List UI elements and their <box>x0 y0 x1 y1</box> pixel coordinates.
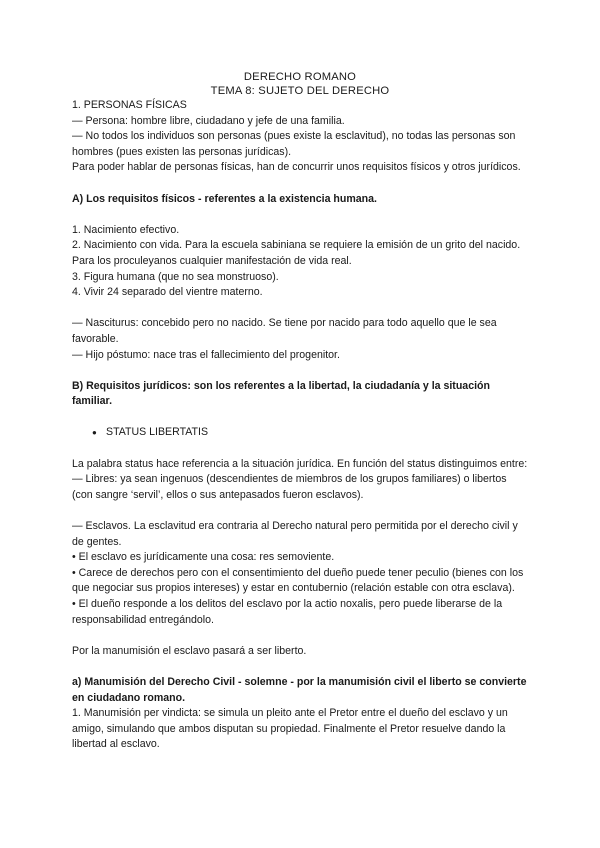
paragraph-status: La palabra status hace referencia a la situación jurídica. En función del status distinguimos entre: <box>72 457 528 470</box>
list-item: • Carece de derechos pero con el consentimiento del dueño puede tener peculio (bienes con los que negociar sus propios intereses) y estar en contubernio (relación estable con otra esclava). <box>72 566 524 595</box>
spacer <box>72 301 528 317</box>
section-heading-personas-fisicas: 1. PERSONAS FÍSICAS <box>72 99 187 111</box>
section-heading-manumision-civil: a) Manumisión del Derecho Civil - solemne - por la manumisión civil el liberto se convierte en ciudadano romano. <box>72 675 527 704</box>
paragraph-libres: — Libres: ya sean ingenuos (descendientes de miembros de los grupos familiares) o libertos (con sangre ‘servil’, ellos o sus antepasados fueron esclavos). <box>72 473 507 501</box>
document-subtitle: TEMA 8: SUJETO DEL DERECHO <box>210 85 390 97</box>
bullet-list <box>72 425 528 441</box>
list-item: 1. Manumisión per vindicta: se simula un pleito ante el Pretor entre el dueño del esclavo y un amigo, simulando que ambos disputan su propiedad. Finalmente el Pretor resuelve dando la libertad al esclavo. <box>72 707 508 751</box>
paragraph-esclavos: — Esclavos. La esclavitud era contraria al Derecho natural pero permitida por el derecho civil y de gentes. <box>72 520 518 548</box>
paragraph: Para poder hablar de personas físicas, han de concurrir unos requisitos físicos y otros jurídicos. <box>72 161 521 174</box>
spacer <box>72 441 528 457</box>
document-title: DERECHO ROMANO <box>243 71 357 83</box>
list-item: 4. Vivir 24 separado del vientre materno. <box>72 286 263 299</box>
list-item: • El esclavo es jurídicamente una cosa: res semoviente. <box>72 551 335 564</box>
bullet-item-status-libertatis: ● STATUS LIBERTATIS <box>92 425 528 441</box>
spacer <box>72 410 528 426</box>
spacer <box>72 363 528 379</box>
section-heading-requisitos-fisicos: A) Los requisitos físicos - referentes a la existencia humana. <box>72 192 377 205</box>
list-item: 1. Nacimiento efectivo. <box>72 223 180 236</box>
spacer <box>72 628 528 644</box>
paragraph: — No todos los individuos son personas (pues existe la esclavitud), no todas las personas son hombres (pues existen las personas jurídicas). <box>72 130 516 158</box>
list-item: • El dueño responde a los delitos del esclavo por la actio noxalis, pero puede liberarse de la responsabilidad entregándolo. <box>72 598 503 626</box>
spacer <box>72 503 528 519</box>
spacer <box>72 176 528 192</box>
paragraph-hijo-postumo: — Hijo póstumo: nace tras el fallecimiento del progenitor. <box>72 348 340 361</box>
spacer <box>72 207 528 223</box>
paragraph-nasciturus: — Nasciturus: concebido pero no nacido. Se tiene por nacido para todo aquello que le sea favorable. <box>72 317 497 345</box>
paragraph: — Persona: hombre libre, ciudadano y jefe de una familia. <box>72 114 345 127</box>
section-heading-requisitos-juridicos: B) Requisitos jurídicos: son los referentes a la libertad, la ciudadanía y la situación familiar. <box>72 379 490 408</box>
list-item: 3. Figura humana (que no sea monstruoso). <box>72 270 279 283</box>
spacer <box>72 659 528 675</box>
list-item: 2. Nacimiento con vida. Para la escuela sabiniana se requiere la emisión de un grito del nacido. Para los proculeyanos cualquier manifestación de vida real. <box>72 239 521 267</box>
paragraph-manumision: Por la manumisión el esclavo pasará a ser liberto. <box>72 644 307 657</box>
